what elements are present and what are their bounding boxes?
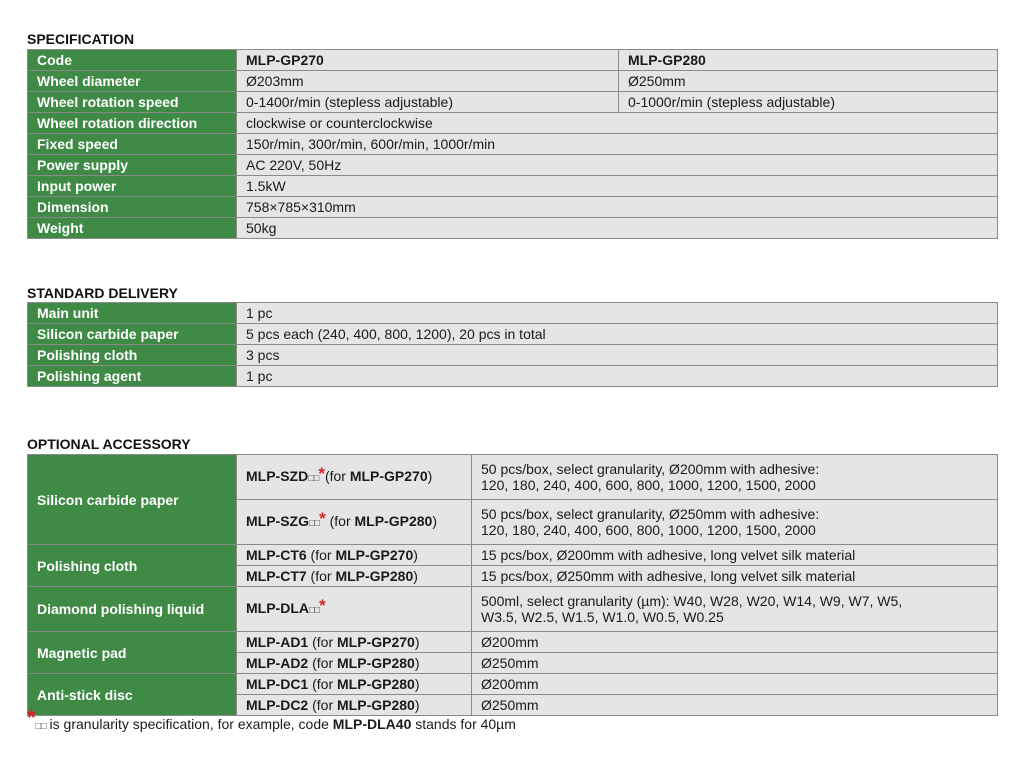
specification-table (27, 49, 998, 239)
for-model: MLP-GP270 (349, 467, 428, 484)
description-line: 50 pcs/box, select granularity, Ø250mm with adhesive: (481, 506, 820, 522)
row-label: Wheel rotation direction (28, 113, 237, 134)
asterisk-mark: * (319, 595, 326, 615)
table-row (28, 324, 998, 345)
table-row (28, 113, 998, 134)
footnote-text: is granularity specification, for example, code (45, 716, 333, 732)
cell-value: 0-1400r/min (stepless adjustable) (237, 92, 619, 113)
cell-value: clockwise or counterclockwise (237, 113, 998, 134)
code-text: MLP-AD1 (246, 634, 309, 650)
close-paren: ) (414, 634, 420, 650)
row-label: Main unit (28, 303, 237, 324)
description-line: 50 pcs/box, select granularity, Ø200mm with adhesive: (481, 461, 820, 477)
close-paren: ) (413, 568, 418, 584)
code-text: MLP-CT7 (246, 568, 307, 584)
for-text: (for (308, 634, 338, 650)
squares-glyph: □□ (35, 721, 46, 732)
table-row (28, 366, 998, 387)
group-label: Magnetic pad (28, 632, 237, 674)
for-model: MLP-GP280 (354, 512, 433, 529)
accessory-description (472, 500, 998, 545)
specification-title: SPECIFICATION (27, 31, 135, 47)
cell-value: 0-1000r/min (stepless adjustable) (619, 92, 998, 113)
table-row (28, 674, 998, 695)
for-model: MLP-GP280 (337, 655, 415, 671)
table-row (28, 134, 998, 155)
optional-accessory-table (27, 454, 998, 716)
cell-value: 1.5kW (237, 176, 998, 197)
cell-value: Ø250mm (619, 71, 998, 92)
code-text: MLP-DC1 (246, 676, 309, 692)
table-row (28, 92, 998, 113)
group-label: Silicon carbide paper (28, 455, 237, 545)
table-row (28, 632, 998, 653)
model-header-gp280: MLP-GP280 (619, 50, 998, 71)
row-label: Code (28, 50, 237, 71)
asterisk-mark: * (319, 508, 326, 528)
for-model: MLP-GP270 (337, 634, 415, 650)
for-text: (for (325, 512, 355, 529)
code-text: MLP-DLA (246, 599, 309, 616)
footnote-code: MLP-DLA40 (332, 716, 412, 732)
close-paren: ) (414, 655, 420, 671)
table-row (28, 50, 998, 71)
table-row (28, 545, 998, 566)
group-label: Diamond polishing liquid (28, 587, 237, 632)
table-row (28, 455, 998, 500)
accessory-description (472, 455, 998, 500)
table-row (28, 155, 998, 176)
for-text: (for (308, 655, 338, 671)
cell-value: 150r/min, 300r/min, 600r/min, 1000r/min (237, 134, 998, 155)
code-text: MLP-DC2 (246, 697, 309, 713)
close-paren: ) (414, 697, 420, 713)
accessory-description (472, 587, 998, 632)
accessory-code (237, 566, 472, 587)
squares-glyph: □□ (309, 604, 320, 616)
accessory-code (237, 674, 472, 695)
accessory-code (237, 653, 472, 674)
cell-value: 1 pc (237, 366, 998, 387)
row-label: Polishing agent (28, 366, 237, 387)
cell-value: 50kg (237, 218, 998, 239)
accessory-code (237, 455, 472, 500)
model-header-gp270: MLP-GP270 (237, 50, 619, 71)
standard-delivery-table (27, 302, 998, 387)
for-model: MLP-GP280 (335, 568, 414, 584)
for-model: MLP-GP280 (337, 697, 415, 713)
footnote-text: stands for 40µm (411, 716, 516, 732)
for-model: MLP-GP270 (335, 547, 414, 563)
table-row (28, 303, 998, 324)
row-label: Fixed speed (28, 134, 237, 155)
asterisk-mark: * (27, 705, 36, 730)
close-paren: ) (413, 547, 418, 563)
table-row (28, 218, 998, 239)
code-text: MLP-CT6 (246, 547, 307, 563)
group-label: Anti-stick disc (28, 674, 237, 716)
table-row (28, 197, 998, 218)
cell-value: Ø203mm (237, 71, 619, 92)
description-line: 120, 180, 240, 400, 600, 800, 1000, 1200, 1500, 2000 (481, 522, 816, 538)
accessory-code (237, 545, 472, 566)
accessory-description: Ø200mm (472, 632, 998, 653)
accessory-code (237, 587, 472, 632)
code-text: MLP-SZD (246, 467, 309, 484)
close-paren: ) (414, 676, 420, 692)
for-text: (for (308, 697, 338, 713)
close-paren: ) (427, 467, 433, 484)
row-label: Wheel rotation speed (28, 92, 237, 113)
accessory-description: 15 pcs/box, Ø250mm with adhesive, long velvet silk material (472, 566, 998, 587)
accessory-description: Ø200mm (472, 674, 998, 695)
description-line: 120, 180, 240, 400, 600, 800, 1000, 1200, 1500, 2000 (481, 477, 816, 493)
row-label: Silicon carbide paper (28, 324, 237, 345)
accessory-description: Ø250mm (472, 653, 998, 674)
code-text: MLP-SZG (246, 512, 309, 529)
row-label: Weight (28, 218, 237, 239)
cell-value: AC 220V, 50Hz (237, 155, 998, 176)
cell-value: 1 pc (237, 303, 998, 324)
cell-value: 5 pcs each (240, 400, 800, 1200), 20 pcs in total (237, 324, 998, 345)
accessory-description: 15 pcs/box, Ø200mm with adhesive, long velvet silk material (472, 545, 998, 566)
for-text: (for (308, 676, 338, 692)
asterisk-mark: * (318, 463, 325, 483)
table-row (28, 71, 998, 92)
for-text: (for (324, 467, 350, 484)
for-text: (for (306, 547, 336, 563)
row-label: Dimension (28, 197, 237, 218)
code-text: MLP-AD2 (246, 655, 309, 671)
row-label: Polishing cloth (28, 345, 237, 366)
cell-value: 758×785×310mm (237, 197, 998, 218)
optional-accessory-title: OPTIONAL ACCESSORY (27, 436, 191, 452)
accessory-code (237, 632, 472, 653)
row-label: Power supply (28, 155, 237, 176)
description-line: 500ml, select granularity (µm): W40, W28, W20, W14, W9, W7, W5, (481, 593, 903, 609)
accessory-code (237, 500, 472, 545)
for-model: MLP-GP280 (337, 676, 415, 692)
standard-delivery-title: STANDARD DELIVERY (27, 285, 178, 301)
table-row (28, 176, 998, 197)
squares-glyph: □□ (309, 517, 320, 529)
row-label: Wheel diameter (28, 71, 237, 92)
description-line: W3.5, W2.5, W1.5, W1.0, W0.5, W0.25 (481, 609, 724, 625)
close-paren: ) (432, 512, 437, 529)
group-label: Polishing cloth (28, 545, 237, 587)
cell-value: 3 pcs (237, 345, 998, 366)
table-row (28, 587, 998, 632)
squares-glyph: □□ (308, 472, 319, 484)
for-text: (for (306, 568, 336, 584)
table-row (28, 345, 998, 366)
row-label: Input power (28, 176, 237, 197)
accessory-description: Ø250mm (472, 695, 998, 716)
